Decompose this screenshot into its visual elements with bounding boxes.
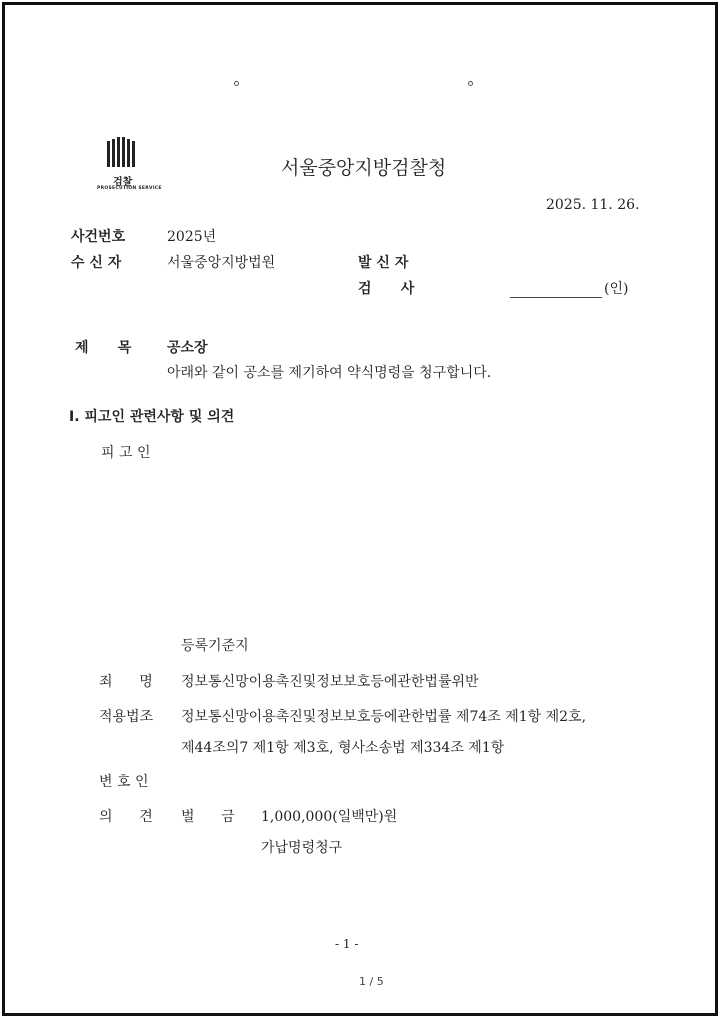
signature-line [510, 297, 602, 298]
fine-value: 1,000,000(일백만)원 [261, 809, 398, 825]
seal-mark: (인) [604, 281, 629, 297]
case-number-label: 사건번호 [71, 229, 126, 245]
registration-label: 등록기준지 [181, 638, 249, 654]
prosecutor-label: 검 사 [358, 281, 415, 297]
recipient-value: 서울중앙지방법원 [167, 255, 276, 271]
fine-label: 벌 금 [181, 809, 235, 825]
sender-label: 발 신 자 [358, 255, 409, 271]
subject-body: 아래와 같이 공소를 제기하여 약식명령을 청구합니다. [167, 365, 492, 381]
scan-speck [234, 81, 239, 86]
lawyer-label: 변 호 인 [99, 774, 149, 790]
logo-text: 검찰 [113, 177, 133, 188]
provisional-payment: 가납명령청구 [261, 840, 343, 856]
subject-label: 제 목 [75, 340, 132, 356]
document-page [2, 2, 718, 1016]
charge-label: 죄 명 [99, 674, 153, 690]
subject-value: 공소장 [167, 340, 208, 356]
page-count: 1 / 5 [359, 975, 384, 988]
office-title: 서울중앙지방검찰청 [281, 157, 447, 179]
prosecution-emblem-icon [93, 137, 153, 173]
statute-line-1: 정보통신망이용촉진및정보보호등에관한법률 제74조 제1항 제2호, [181, 709, 587, 725]
scan-speck [468, 81, 473, 86]
charge-value: 정보통신망이용촉진및정보보호등에관한법률위반 [181, 674, 479, 690]
case-number-value: 2025년 [167, 229, 217, 245]
logo-subtext: PROSECUTION SERVICE [97, 186, 162, 191]
defendant-label: 피 고 인 [101, 445, 151, 461]
document-date: 2025. 11. 26. [546, 197, 640, 213]
page-marker: - 1 - [335, 937, 359, 951]
recipient-label: 수 신 자 [71, 255, 122, 271]
section-heading: Ⅰ. 피고인 관련사항 및 의견 [69, 409, 235, 425]
prosecution-logo [93, 137, 162, 195]
statute-label: 적용법조 [99, 709, 154, 725]
statute-line-2: 제44조의7 제1항 제3호, 형사소송법 제334조 제1항 [181, 740, 505, 756]
opinion-label: 의 견 [99, 809, 153, 825]
